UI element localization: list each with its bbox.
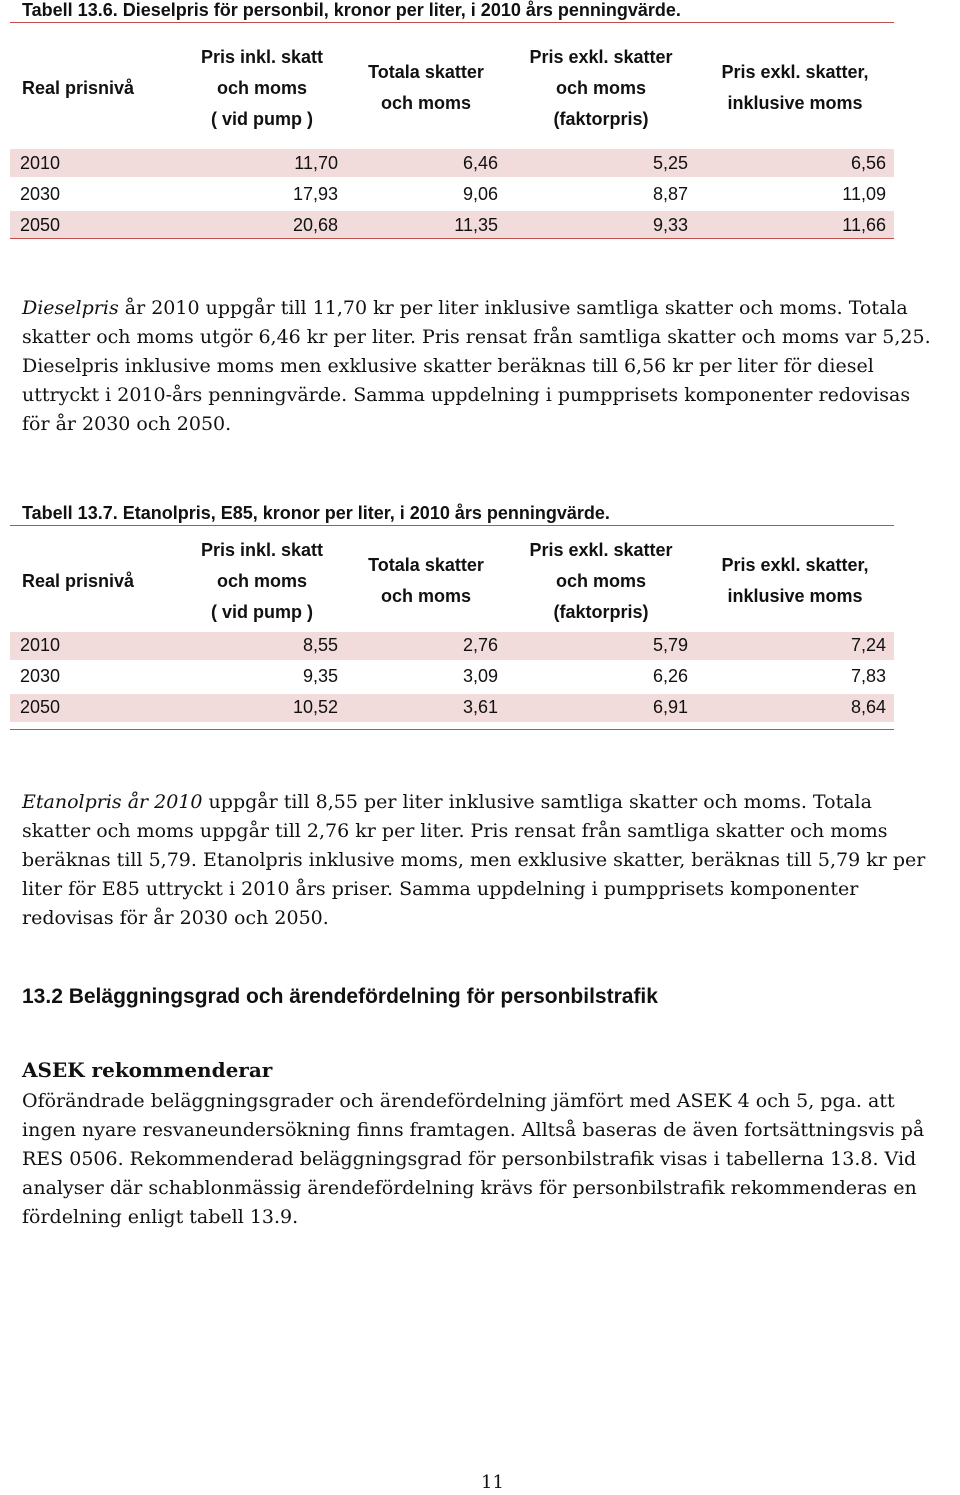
table2-bottom-rule bbox=[10, 729, 894, 730]
table1-caption: Tabell 13.6. Dieselpris för personbil, kronor per liter, i 2010 års penningvärde. bbox=[22, 0, 681, 20]
table-row bbox=[10, 661, 894, 692]
paragraph-etanol bbox=[22, 788, 942, 933]
table2-header-cell: Real prisnivå bbox=[22, 570, 135, 591]
table-row bbox=[10, 630, 894, 661]
table-cell: 17,93 bbox=[178, 179, 346, 210]
table-cell: 2030 bbox=[10, 661, 178, 692]
table-cell: 2050 bbox=[10, 692, 178, 722]
table-cell: 9,35 bbox=[178, 661, 346, 692]
table-cell: 7,24 bbox=[696, 630, 894, 661]
table-cell: 5,79 bbox=[506, 630, 696, 661]
table-cell: 2010 bbox=[10, 148, 178, 179]
table-cell: 20,68 bbox=[178, 210, 346, 240]
table-cell: 5,25 bbox=[506, 148, 696, 179]
table-cell: 3,09 bbox=[346, 661, 506, 692]
sub-heading: ASEK rekommenderar bbox=[22, 1058, 273, 1082]
table-cell: 11,35 bbox=[346, 210, 506, 240]
table-row bbox=[10, 148, 894, 179]
table2-top-rule bbox=[10, 525, 894, 526]
table-cell: 6,26 bbox=[506, 661, 696, 692]
paragraph-asek: Oförändrade beläggningsgrader och ärendefördelning jämfört med ASEK 4 och 5, pga. att ingen nyare resvaneundersökning finns framtagen. Alltså baseras de även fortsättningsvis på RES 0506. Rekommenderad beläggningsgrad för personbilstrafik visas i tabellerna 13.8. Vid analyser där schablonmässig ärendefördelning krävs för personbilstrafik rekommenderas en fördelning enligt tabell 13.9. bbox=[22, 1090, 925, 1228]
table-cell: 6,46 bbox=[346, 148, 506, 179]
table1-header-cell: Real prisnivå bbox=[22, 77, 135, 98]
table-cell: 2050 bbox=[10, 210, 178, 240]
table-row bbox=[10, 692, 894, 722]
table-cell: 6,91 bbox=[506, 692, 696, 722]
table1-header-row bbox=[10, 38, 894, 138]
table1-header-cell: Totala skatter och moms bbox=[368, 62, 484, 113]
table-cell: 8,55 bbox=[178, 630, 346, 661]
section-heading: 13.2 Beläggningsgrad och ärendefördelning för personbilstrafik bbox=[22, 985, 658, 1008]
paragraph-text: uppgår till 8,55 per liter inklusive samtliga skatter och moms. Totala skatter och moms uppgår till 2,76 kr per liter. Pris rensat från samtliga skatter och moms beräknas till 5,79. Etanolpris inklusive moms, men exklusive skatter, beräknas till 5,79 kr per liter för E85 uttryckt i 2010 års priser. Samma uppdelning i pumpprisets komponenter redovisas för år 2030 och 2050. bbox=[22, 791, 926, 929]
table-cell: 11,09 bbox=[696, 179, 894, 210]
table-cell: 9,33 bbox=[506, 210, 696, 240]
table-cell: 2030 bbox=[10, 179, 178, 210]
table2-header-cell: Pris inkl. skatt och moms ( vid pump ) bbox=[200, 539, 324, 622]
table2-caption: Tabell 13.7. Etanolpris, E85, kronor per liter, i 2010 års penningvärde. bbox=[22, 503, 610, 523]
table-cell: 9,06 bbox=[346, 179, 506, 210]
table2-header-cell: Totala skatter och moms bbox=[368, 555, 484, 607]
table1-header-cell: Pris exkl. skatter, inklusive moms bbox=[721, 62, 869, 113]
paragraph-lead: Dieselpris bbox=[22, 297, 119, 319]
table-row bbox=[10, 179, 894, 210]
paragraph-lead: Etanolpris år 2010 bbox=[22, 791, 203, 813]
table-cell: 6,56 bbox=[696, 148, 894, 179]
table-cell: 7,83 bbox=[696, 661, 894, 692]
table-cell: 2,76 bbox=[346, 630, 506, 661]
table-cell: 3,61 bbox=[346, 692, 506, 722]
table1-header-cell: Pris inkl. skatt och moms ( vid pump ) bbox=[200, 46, 324, 129]
table-cell: 11,70 bbox=[178, 148, 346, 179]
table-cell: 10,52 bbox=[178, 692, 346, 722]
paragraph-diesel bbox=[22, 294, 942, 439]
paragraph-text: år 2010 uppgår till 11,70 kr per liter inklusive samtliga skatter och moms. Totala skatter och moms utgör 6,46 kr per liter. Pris rensat från samtliga skatter och moms var 5,25. Dieselpris inklusive moms men exklusive skatter beräknas till 6,56 kr per liter för diesel uttryckt i 2010-års penningvärde. Samma uppdelning i pumpprisets komponenter redovisas för år 2030 och 2050. bbox=[22, 297, 931, 435]
table1-top-rule bbox=[10, 22, 894, 23]
table1-bottom-rule bbox=[10, 238, 894, 239]
table2-header-cell: Pris exkl. skatter och moms (faktorpris) bbox=[529, 539, 673, 622]
page-number: 11 bbox=[481, 1472, 504, 1493]
table-cell: 8,64 bbox=[696, 692, 894, 722]
table-cell: 11,66 bbox=[696, 210, 894, 240]
table2-header-cell: Pris exkl. skatter, inklusive moms bbox=[721, 555, 869, 607]
table-cell: 2010 bbox=[10, 630, 178, 661]
table2-header-row bbox=[10, 534, 894, 630]
table-cell: 8,87 bbox=[506, 179, 696, 210]
table1-header-cell: Pris exkl. skatter och moms (faktorpris) bbox=[529, 46, 673, 129]
table-row bbox=[10, 210, 894, 240]
table1 bbox=[10, 38, 894, 239]
table2 bbox=[10, 534, 894, 722]
